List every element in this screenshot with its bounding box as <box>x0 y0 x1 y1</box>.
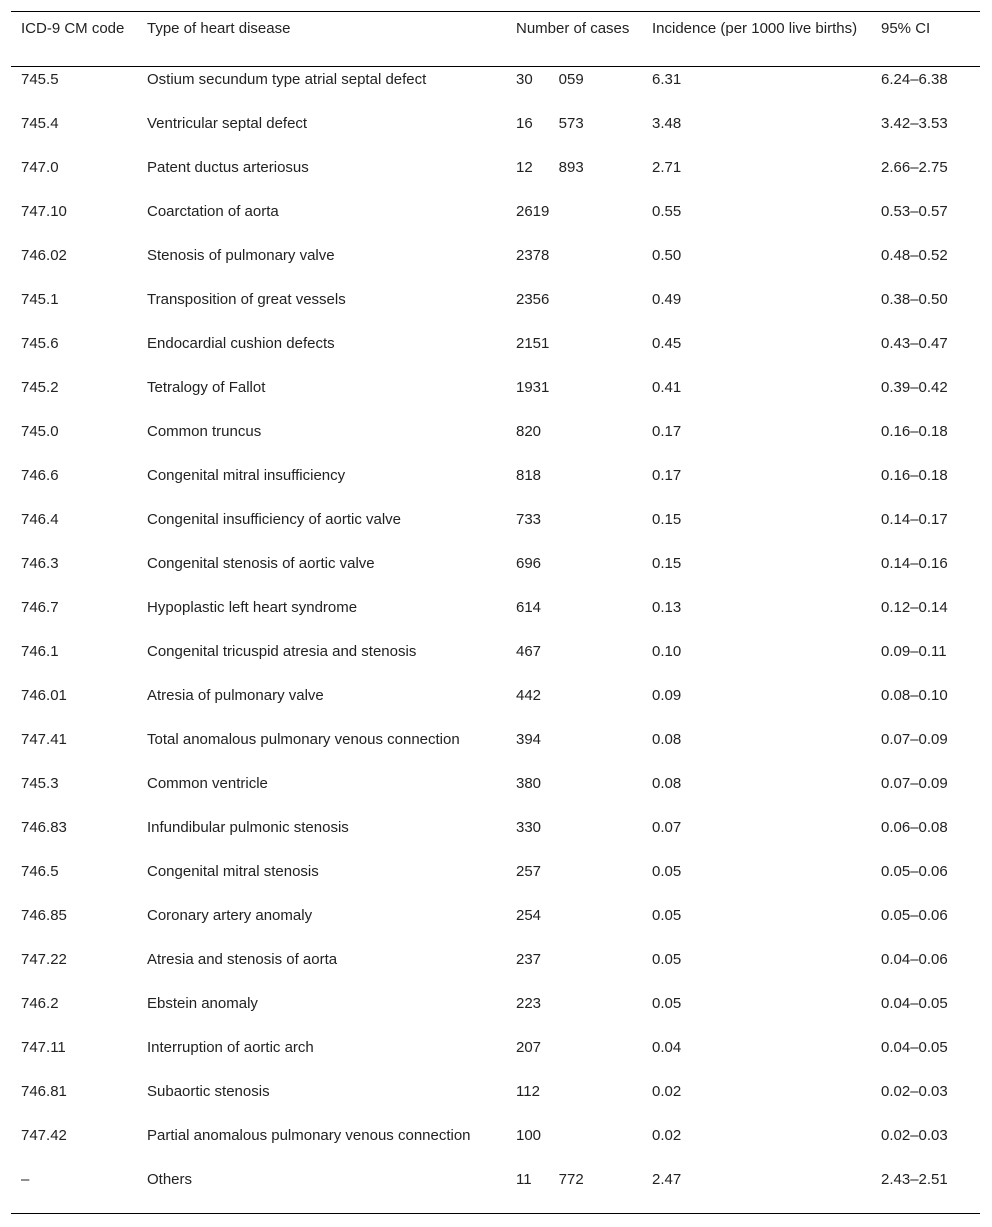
header-number-of-cases: Number of cases <box>506 12 642 67</box>
table-row <box>11 683 980 727</box>
header-icd-code: ICD-9 CM code <box>11 12 137 67</box>
table-row <box>11 1123 980 1167</box>
cell-icd-code: 746.83 <box>21 819 67 836</box>
header-heart-disease-type: Type of heart disease <box>137 12 506 67</box>
cell-confidence-interval: 0.48–0.52 <box>881 247 948 264</box>
cell-heart-disease-type: Total anomalous pulmonary venous connection <box>147 731 460 748</box>
cell-confidence-interval: 0.38–0.50 <box>881 291 948 308</box>
cell-number-of-cases <box>506 155 642 199</box>
cell-icd-code: 747.22 <box>21 951 67 968</box>
cell-number-of-cases: 696 <box>516 555 542 572</box>
cell-heart-disease-type: Others <box>137 1167 506 1214</box>
cell-confidence-interval: 2.66–2.75 <box>881 159 948 176</box>
table-row <box>11 331 980 375</box>
cell-number-of-cases: 467 <box>516 643 542 660</box>
cell-incidence: 3.48 <box>652 115 682 132</box>
table-row <box>11 463 980 507</box>
cell-heart-disease-type: Common ventricle <box>147 775 268 792</box>
cell-icd-code: 745.5 <box>21 71 59 88</box>
table-row <box>11 67 980 112</box>
cell-incidence: 0.07 <box>652 819 682 836</box>
cell-icd-code: 745.3 <box>21 775 59 792</box>
cell-number-of-cases: 237 <box>516 951 542 968</box>
cell-number-of-cases <box>506 111 642 155</box>
cell-icd-code: 746.01 <box>21 687 67 704</box>
cell-confidence-interval: 0.04–0.05 <box>881 995 948 1012</box>
cell-incidence: 0.45 <box>652 335 682 352</box>
cell-heart-disease-type: Common truncus <box>147 423 262 440</box>
cell-heart-disease-type: Transposition of great vessels <box>147 291 346 308</box>
cell-confidence-interval: 0.05–0.06 <box>881 907 948 924</box>
cell-heart-disease-type: Congenital mitral insufficiency <box>147 467 346 484</box>
cell-number-of-cases: 614 <box>516 599 542 616</box>
cases-thousands-part: 11 <box>516 1171 532 1188</box>
cell-heart-disease-type: Endocardial cushion defects <box>147 335 335 352</box>
cell-incidence: 6.31 <box>652 71 682 88</box>
cell-confidence-interval: 0.12–0.14 <box>881 599 948 616</box>
cell-number-of-cases <box>506 1167 642 1214</box>
cell-incidence: 0.10 <box>652 643 682 660</box>
table-row <box>11 771 980 815</box>
cell-heart-disease-type: Partial anomalous pulmonary venous connection <box>147 1127 471 1144</box>
cell-icd-code: 746.7 <box>21 599 59 616</box>
cell-number-of-cases: 207 <box>516 1039 542 1056</box>
cell-confidence-interval: 0.16–0.18 <box>881 423 948 440</box>
table-row <box>11 287 980 331</box>
cell-icd-code: 747.0 <box>21 159 59 176</box>
cell-icd-code: 747.11 <box>21 1039 66 1056</box>
cell-icd-code: – <box>11 1167 137 1214</box>
cell-icd-code: 746.2 <box>21 995 59 1012</box>
cell-incidence: 0.49 <box>652 291 682 308</box>
table-row <box>11 991 980 1035</box>
cell-incidence: 0.08 <box>652 731 682 748</box>
cell-confidence-interval: 0.07–0.09 <box>881 731 948 748</box>
cell-number-of-cases: 100 <box>516 1127 542 1144</box>
table-row <box>11 243 980 287</box>
table-row <box>11 595 980 639</box>
table-body <box>11 67 980 1214</box>
cell-incidence: 0.09 <box>652 687 682 704</box>
cell-incidence: 2.47 <box>642 1167 871 1214</box>
cell-heart-disease-type: Congenital tricuspid atresia and stenosis <box>147 643 417 660</box>
cell-confidence-interval: 0.04–0.05 <box>881 1039 948 1056</box>
table-row <box>11 903 980 947</box>
cell-confidence-interval: 0.02–0.03 <box>881 1083 948 1100</box>
cell-confidence-interval: 0.05–0.06 <box>881 863 948 880</box>
cell-icd-code: 745.2 <box>21 379 59 396</box>
cell-icd-code: 746.4 <box>21 511 59 528</box>
table-row <box>11 199 980 243</box>
cell-incidence: 0.05 <box>652 995 682 1012</box>
cell-icd-code: 745.4 <box>21 115 59 132</box>
table-row <box>11 815 980 859</box>
cell-incidence: 0.13 <box>652 599 682 616</box>
cell-number-of-cases: 330 <box>516 819 542 836</box>
cell-heart-disease-type: Atresia of pulmonary valve <box>147 687 324 704</box>
cell-number-of-cases: 2619 <box>516 203 550 220</box>
cell-icd-code: 747.42 <box>21 1127 67 1144</box>
cell-incidence: 0.02 <box>652 1127 682 1144</box>
cell-icd-code: 747.10 <box>21 203 67 220</box>
cell-incidence: 0.15 <box>652 511 682 528</box>
cell-incidence: 0.08 <box>652 775 682 792</box>
cell-confidence-interval: 0.14–0.16 <box>881 555 948 572</box>
cell-incidence: 0.55 <box>652 203 682 220</box>
cell-heart-disease-type: Ostium secundum type atrial septal defect <box>147 71 427 88</box>
header-incidence: Incidence (per 1000 live births) <box>642 12 871 67</box>
cell-incidence: 0.05 <box>652 951 682 968</box>
cell-number-of-cases: 223 <box>516 995 542 1012</box>
cell-icd-code: 745.6 <box>21 335 59 352</box>
table-row <box>11 1167 980 1214</box>
cell-confidence-interval: 0.43–0.47 <box>881 335 948 352</box>
cell-icd-code: 746.02 <box>21 247 67 264</box>
cell-confidence-interval: 0.06–0.08 <box>881 819 948 836</box>
table-row <box>11 947 980 991</box>
table-row <box>11 727 980 771</box>
table-row <box>11 639 980 683</box>
cell-confidence-interval: 0.04–0.06 <box>881 951 948 968</box>
cell-incidence: 0.02 <box>652 1083 682 1100</box>
cell-incidence: 0.50 <box>652 247 682 264</box>
cell-number-of-cases: 820 <box>516 423 542 440</box>
cell-heart-disease-type: Interruption of aortic arch <box>147 1039 314 1056</box>
cell-number-of-cases: 112 <box>516 1083 540 1100</box>
cell-number-of-cases: 442 <box>516 687 542 704</box>
cell-icd-code: 745.1 <box>21 291 59 308</box>
cell-confidence-interval: 0.02–0.03 <box>881 1127 948 1144</box>
cases-thousands-part: 30 <box>516 71 533 88</box>
cell-confidence-interval: 0.08–0.10 <box>881 687 948 704</box>
cell-icd-code: 746.1 <box>21 643 59 660</box>
cell-number-of-cases: 733 <box>516 511 542 528</box>
table-row <box>11 375 980 419</box>
heart-disease-table-container <box>11 11 980 1214</box>
cell-incidence: 0.05 <box>652 863 682 880</box>
cell-number-of-cases: 818 <box>516 467 542 484</box>
cases-units-part: 573 <box>558 115 584 132</box>
cell-heart-disease-type: Subaortic stenosis <box>147 1083 270 1100</box>
cell-heart-disease-type: Ventricular septal defect <box>147 115 308 132</box>
cell-confidence-interval: 0.14–0.17 <box>881 511 948 528</box>
table-row <box>11 111 980 155</box>
table-row <box>11 507 980 551</box>
table-row <box>11 155 980 199</box>
cell-heart-disease-type: Hypoplastic left heart syndrome <box>147 599 358 616</box>
cell-heart-disease-type: Coronary artery anomaly <box>147 907 313 924</box>
table-row <box>11 1079 980 1123</box>
cell-confidence-interval: 6.24–6.38 <box>881 71 948 88</box>
table-row <box>11 1035 980 1079</box>
cases-thousands-part: 16 <box>516 115 533 132</box>
cell-confidence-interval: 0.39–0.42 <box>881 379 948 396</box>
cell-number-of-cases: 380 <box>516 775 542 792</box>
cell-confidence-interval: 2.43–2.51 <box>871 1167 980 1214</box>
cell-heart-disease-type: Congenital stenosis of aortic valve <box>147 555 375 572</box>
cell-number-of-cases: 2356 <box>516 291 550 308</box>
cell-heart-disease-type: Stenosis of pulmonary valve <box>147 247 335 264</box>
cell-icd-code: 747.41 <box>21 731 67 748</box>
cell-heart-disease-type: Patent ductus arteriosus <box>147 159 309 176</box>
cell-heart-disease-type: Infundibular pulmonic stenosis <box>147 819 349 836</box>
cell-number-of-cases: 394 <box>516 731 542 748</box>
cell-confidence-interval: 3.42–3.53 <box>881 115 948 132</box>
cell-incidence: 0.17 <box>652 467 682 484</box>
cell-number-of-cases <box>506 67 642 112</box>
cases-units-part: 772 <box>558 1171 584 1188</box>
cell-confidence-interval: 0.09–0.11 <box>881 643 947 660</box>
cell-icd-code: 745.0 <box>21 423 59 440</box>
cell-incidence: 0.05 <box>652 907 682 924</box>
cell-heart-disease-type: Tetralogy of Fallot <box>147 379 266 396</box>
cell-heart-disease-type: Atresia and stenosis of aorta <box>147 951 338 968</box>
table-row <box>11 419 980 463</box>
cell-number-of-cases: 257 <box>516 863 542 880</box>
cell-heart-disease-type: Coarctation of aorta <box>147 203 279 220</box>
cell-number-of-cases: 2378 <box>516 247 550 264</box>
header-confidence-interval: 95% CI <box>871 12 980 67</box>
cell-incidence: 2.71 <box>652 159 682 176</box>
cell-confidence-interval: 0.16–0.18 <box>881 467 948 484</box>
cases-thousands-part: 12 <box>516 159 533 176</box>
cell-incidence: 0.04 <box>652 1039 682 1056</box>
cell-icd-code: 746.5 <box>21 863 59 880</box>
cell-number-of-cases: 1931 <box>516 379 550 396</box>
heart-disease-incidence-table <box>11 11 980 1214</box>
header-row <box>11 12 980 67</box>
cell-incidence: 0.15 <box>652 555 682 572</box>
cell-incidence: 0.41 <box>652 379 682 396</box>
cell-confidence-interval: 0.53–0.57 <box>881 203 948 220</box>
cases-units-part: 893 <box>558 159 584 176</box>
cell-heart-disease-type: Congenital insufficiency of aortic valve <box>147 511 402 528</box>
cell-number-of-cases: 254 <box>516 907 542 924</box>
cell-icd-code: 746.3 <box>21 555 59 572</box>
cell-heart-disease-type: Congenital mitral stenosis <box>147 863 319 880</box>
table-header <box>11 12 980 67</box>
cell-icd-code: 746.81 <box>21 1083 67 1100</box>
cell-number-of-cases: 2151 <box>516 335 550 352</box>
cell-heart-disease-type: Ebstein anomaly <box>147 995 258 1012</box>
cell-incidence: 0.17 <box>652 423 682 440</box>
cases-units-part: 059 <box>558 71 584 88</box>
table-row <box>11 859 980 903</box>
cell-icd-code: 746.6 <box>21 467 59 484</box>
table-row <box>11 551 980 595</box>
cell-icd-code: 746.85 <box>21 907 67 924</box>
cell-confidence-interval: 0.07–0.09 <box>881 775 948 792</box>
